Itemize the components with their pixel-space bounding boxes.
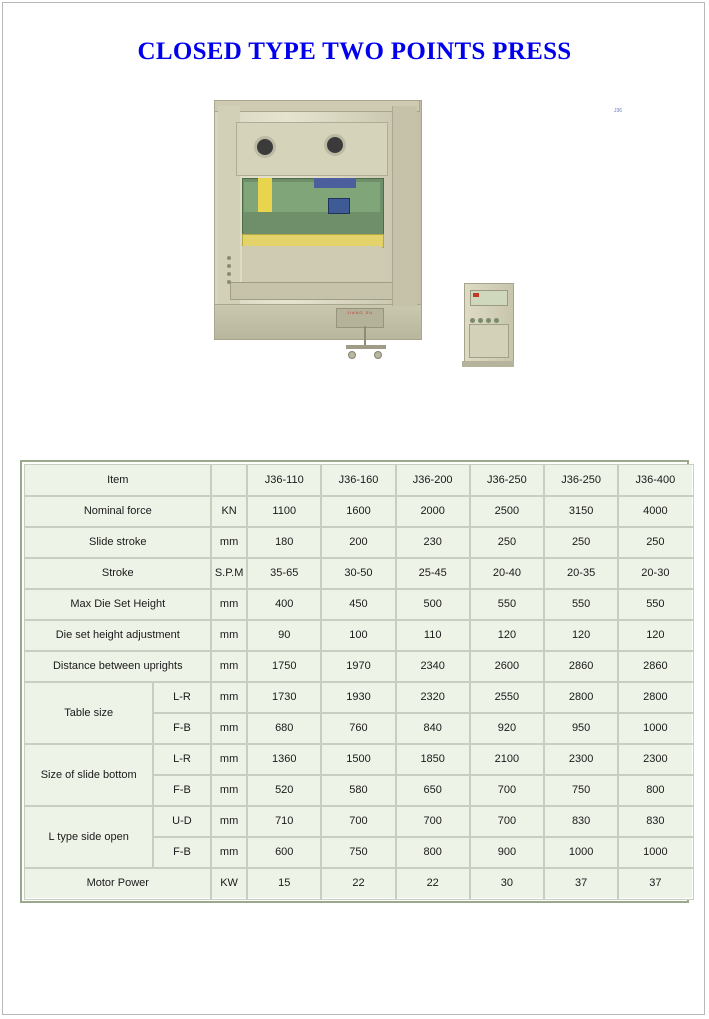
- row-label: L type side open: [25, 806, 153, 868]
- row-sublabel: F-B: [153, 713, 211, 744]
- row-unit: mm: [211, 589, 247, 620]
- row-value-1: 30-50: [321, 558, 395, 589]
- row-value-1: 100: [321, 620, 395, 651]
- row-value-5: 830: [618, 806, 692, 837]
- product-illustration: [0, 78, 709, 418]
- row-value-3: 2600: [470, 651, 544, 682]
- cabinet-indicator-light: [473, 293, 479, 297]
- row-value-4: 2300: [544, 744, 618, 775]
- row-value-0: 600: [247, 837, 321, 868]
- table-row: [25, 682, 693, 713]
- row-label: Table size: [25, 682, 153, 744]
- row-value-1: 760: [321, 713, 395, 744]
- row-value-5: 2300: [618, 744, 692, 775]
- row-value-0: 680: [247, 713, 321, 744]
- table-row: [25, 589, 693, 620]
- brand-tag: J36: [614, 108, 623, 114]
- table-model-header-0: J36-110: [247, 465, 321, 496]
- row-value-3: 2100: [470, 744, 544, 775]
- row-value-5: 800: [618, 775, 692, 806]
- row-value-1: 22: [321, 868, 395, 899]
- table-header-row: [25, 465, 693, 496]
- machine-flywheel-right: [324, 134, 346, 156]
- row-value-0: 1730: [247, 682, 321, 713]
- cabinet-door: [469, 324, 509, 358]
- table-model-header-4: J36-250: [544, 465, 618, 496]
- row-unit: mm: [211, 651, 247, 682]
- row-value-4: 37: [544, 868, 618, 899]
- row-value-2: 800: [396, 837, 470, 868]
- row-value-3: 700: [470, 806, 544, 837]
- row-value-1: 580: [321, 775, 395, 806]
- row-value-1: 1500: [321, 744, 395, 775]
- row-unit: S.P.M: [211, 558, 247, 589]
- machine-right-upright: [392, 106, 417, 306]
- table-row: [25, 620, 693, 651]
- row-label: Max Die Set Height: [25, 589, 212, 620]
- row-label: Nominal force: [25, 496, 212, 527]
- row-value-5: 250: [618, 527, 692, 558]
- table-row: [25, 558, 693, 589]
- table-row: [25, 496, 693, 527]
- row-value-0: 35-65: [247, 558, 321, 589]
- row-value-4: 2860: [544, 651, 618, 682]
- row-value-4: 120: [544, 620, 618, 651]
- row-value-0: 90: [247, 620, 321, 651]
- row-value-0: 1750: [247, 651, 321, 682]
- specification-table: [24, 464, 693, 899]
- row-value-4: 750: [544, 775, 618, 806]
- row-value-5: 2860: [618, 651, 692, 682]
- row-label: Motor Power: [25, 868, 212, 899]
- row-value-1: 1930: [321, 682, 395, 713]
- row-value-2: 230: [396, 527, 470, 558]
- row-value-2: 500: [396, 589, 470, 620]
- trolley-wheel-right: [374, 351, 382, 359]
- table-row: [25, 806, 693, 837]
- row-value-4: 1000: [544, 837, 618, 868]
- row-value-0: 180: [247, 527, 321, 558]
- row-value-3: 30: [470, 868, 544, 899]
- row-value-3: 20-40: [470, 558, 544, 589]
- table-row: [25, 868, 693, 899]
- row-value-3: 2550: [470, 682, 544, 713]
- machine-blue-bar: [314, 178, 356, 188]
- row-unit: mm: [211, 682, 247, 713]
- row-value-4: 550: [544, 589, 618, 620]
- machine-trolley: [346, 341, 386, 359]
- machine-base: [214, 304, 422, 340]
- row-value-0: 400: [247, 589, 321, 620]
- trolley-wheel-left: [348, 351, 356, 359]
- row-value-2: 2320: [396, 682, 470, 713]
- table-model-header-1: J36-160: [321, 465, 395, 496]
- row-value-4: 20-35: [544, 558, 618, 589]
- row-value-1: 200: [321, 527, 395, 558]
- row-value-2: 700: [396, 806, 470, 837]
- row-label: Stroke: [25, 558, 212, 589]
- row-value-3: 900: [470, 837, 544, 868]
- row-value-5: 1000: [618, 837, 692, 868]
- row-sublabel: F-B: [153, 837, 211, 868]
- row-value-5: 20-30: [618, 558, 692, 589]
- row-value-5: 120: [618, 620, 692, 651]
- table-row: [25, 527, 693, 558]
- row-value-3: 2500: [470, 496, 544, 527]
- row-label: Die set height adjustment: [25, 620, 212, 651]
- row-label: Distance between uprights: [25, 651, 212, 682]
- row-value-5: 37: [618, 868, 692, 899]
- press-machine-image: [196, 86, 623, 364]
- machine-control-panel: [328, 198, 350, 214]
- row-value-0: 1100: [247, 496, 321, 527]
- table-model-header-3: J36-250: [470, 465, 544, 496]
- trolley-bar: [346, 345, 386, 349]
- row-value-0: 710: [247, 806, 321, 837]
- table-row: [25, 651, 693, 682]
- machine-yellow-guard: [258, 178, 272, 212]
- row-value-4: 250: [544, 527, 618, 558]
- row-sublabel: L-R: [153, 744, 211, 775]
- machine-side-indicators: [227, 256, 231, 290]
- row-value-2: 1850: [396, 744, 470, 775]
- row-unit: mm: [211, 806, 247, 837]
- row-unit: KW: [211, 868, 247, 899]
- row-value-2: 25-45: [396, 558, 470, 589]
- row-value-3: 700: [470, 775, 544, 806]
- row-value-3: 550: [470, 589, 544, 620]
- row-unit: mm: [211, 837, 247, 868]
- row-value-2: 840: [396, 713, 470, 744]
- specification-table-body: [25, 465, 693, 899]
- row-value-1: 750: [321, 837, 395, 868]
- row-sublabel: F-B: [153, 775, 211, 806]
- row-value-5: 4000: [618, 496, 692, 527]
- row-value-1: 700: [321, 806, 395, 837]
- table-item-header: Item: [25, 465, 212, 496]
- row-value-1: 1970: [321, 651, 395, 682]
- row-unit: KN: [211, 496, 247, 527]
- row-sublabel: L-R: [153, 682, 211, 713]
- row-value-1: 450: [321, 589, 395, 620]
- row-label: Size of slide bottom: [25, 744, 153, 806]
- row-value-4: 3150: [544, 496, 618, 527]
- row-label: Slide stroke: [25, 527, 212, 558]
- specification-table-wrapper: [20, 460, 689, 903]
- row-value-4: 830: [544, 806, 618, 837]
- row-value-4: 2800: [544, 682, 618, 713]
- row-value-2: 22: [396, 868, 470, 899]
- row-value-3: 920: [470, 713, 544, 744]
- row-value-0: 520: [247, 775, 321, 806]
- row-value-4: 950: [544, 713, 618, 744]
- specification-table-border: [20, 460, 689, 903]
- row-value-3: 120: [470, 620, 544, 651]
- cabinet-base: [462, 361, 514, 367]
- row-unit: mm: [211, 527, 247, 558]
- row-value-2: 650: [396, 775, 470, 806]
- table-row: [25, 744, 693, 775]
- row-value-1: 1600: [321, 496, 395, 527]
- row-value-3: 250: [470, 527, 544, 558]
- row-value-5: 1000: [618, 713, 692, 744]
- row-value-0: 15: [247, 868, 321, 899]
- table-unit-header: [211, 465, 247, 496]
- machine-flywheel-left: [254, 136, 276, 158]
- machine-top-cap: [214, 100, 420, 112]
- page-title: CLOSED TYPE TWO POINTS PRESS: [137, 38, 572, 65]
- row-value-2: 2340: [396, 651, 470, 682]
- row-unit: mm: [211, 713, 247, 744]
- cabinet-buttons: [470, 310, 506, 320]
- row-unit: mm: [211, 775, 247, 806]
- row-value-0: 1360: [247, 744, 321, 775]
- row-value-2: 2000: [396, 496, 470, 527]
- row-unit: mm: [211, 620, 247, 651]
- row-sublabel: U-D: [153, 806, 211, 837]
- row-value-5: 550: [618, 589, 692, 620]
- table-model-header-5: J36-400: [618, 465, 692, 496]
- row-value-5: 2800: [618, 682, 692, 713]
- row-value-2: 110: [396, 620, 470, 651]
- machine-bolster: [230, 282, 396, 300]
- row-unit: mm: [211, 744, 247, 775]
- table-model-header-2: J36-200: [396, 465, 470, 496]
- machine-nameplate-text: JIANG SU: [346, 310, 374, 315]
